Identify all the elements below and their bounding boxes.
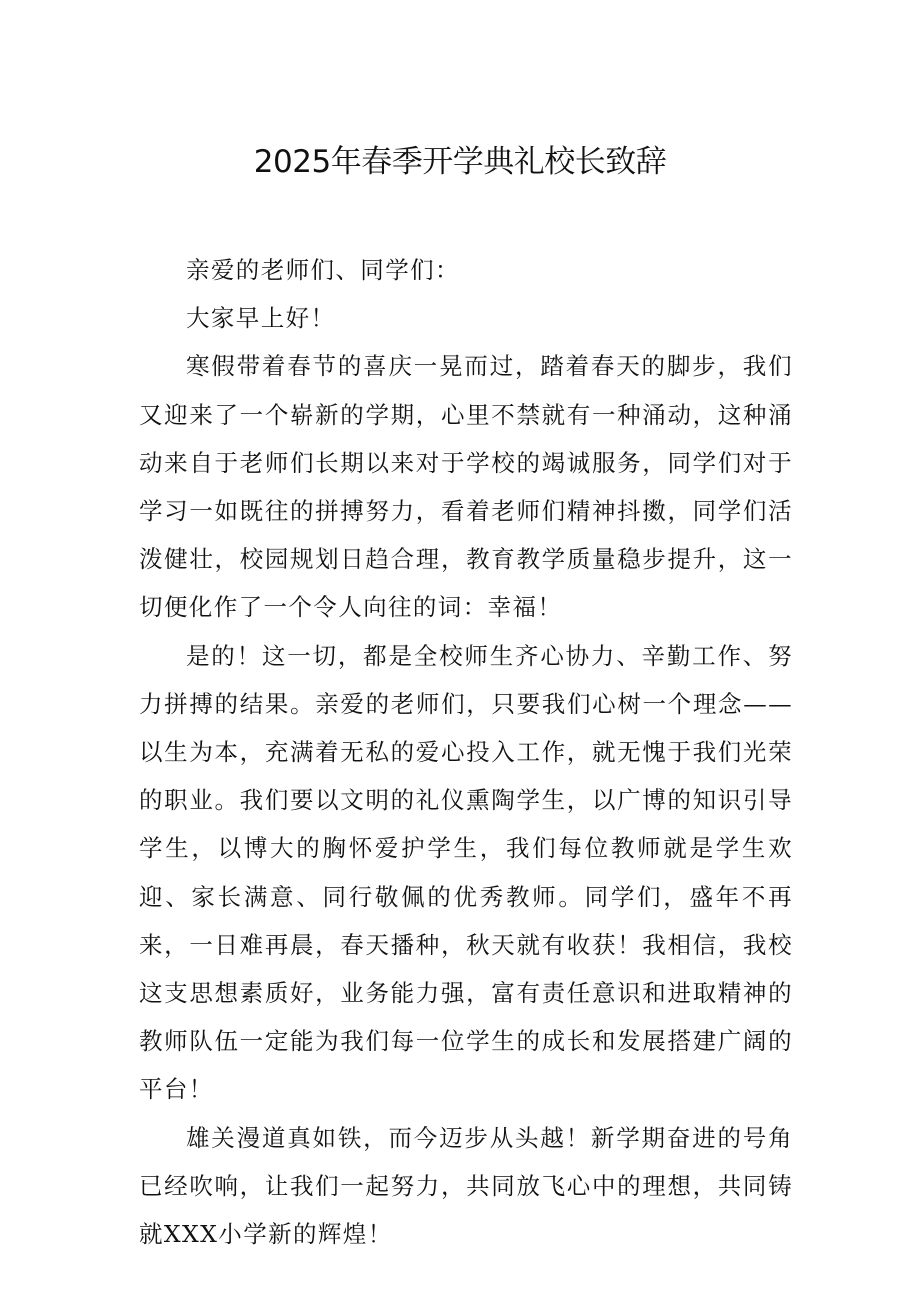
body-paragraph: 是的！这一切，都是全校师生齐心协力、辛勤工作、努力拼搏的结果。亲爱的老师们，只要我们心树一个理念——以生为本，充满着无私的爱心投入工作，就无愧于我们光荣的职业。我们要以文明的礼仪熏陶学生，以广博的知识引导学生，以博大的胸怀爱护学生，我们每位教师就是学生欢迎、家长满意、同行敬佩的优秀教师。同学们，盛年不再来，一日难再晨，春天播种，秋天就有收获！我相信，我校这支思想素质好，业务能力强，富有责任意识和进取精神的教师队伍一定能为我们每一位学生的成长和发展搭建广阔的平台！	[139, 641, 793, 1104]
document-body	[139, 246, 793, 1258]
salutation: 亲爱的老师们、同学们：	[186, 256, 460, 284]
closing-paragraph: 雄关漫道真如铁，而今迈步从头越！新学期奋进的号角已经吹响，让我们一起努力，共同放飞心中的理想，共同铸就XXX小学新的辉煌！	[139, 1123, 793, 1249]
body-paragraph: 寒假带着春节的喜庆一晃而过，踏着春天的脚步，我们又迎来了一个崭新的学期，心里不禁就有一种涌动，这种涌动来自于老师们长期以来对于学校的竭诚服务，同学们对于学习一如既往的拼搏努力，看着老师们精神抖擞，同学们活泼健壮，校园规划日趋合理，教育教学质量稳步提升，这一切便化作了一个令人向往的词：幸福！	[139, 352, 793, 622]
document-title: 2025年春季开学典礼校长致辞	[253, 144, 667, 180]
greeting: 大家早上好！	[186, 304, 336, 333]
